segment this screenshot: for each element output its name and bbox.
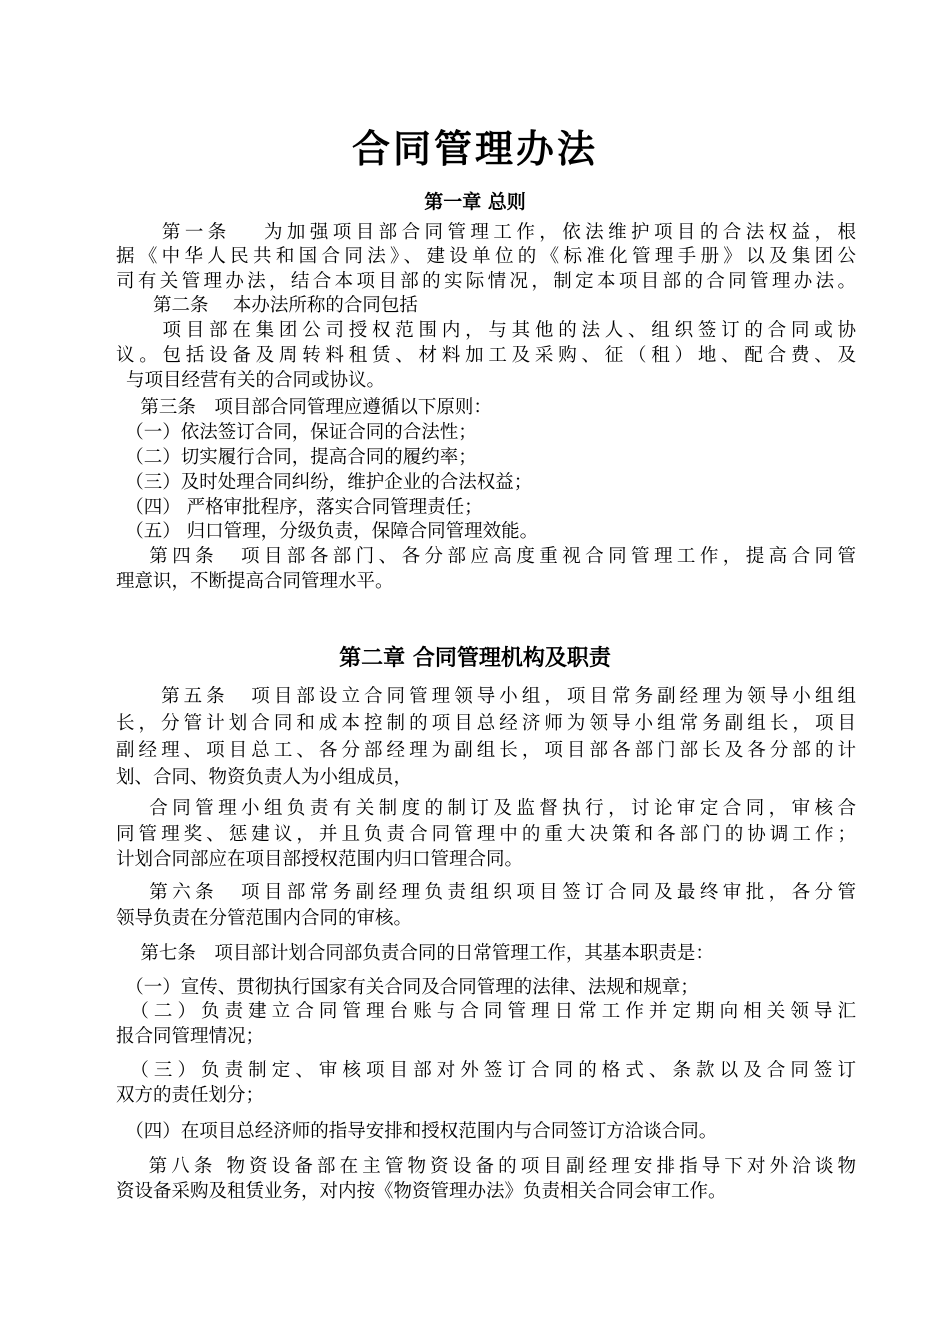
text-line: （三）及时处理合同纠纷，维护企业的合法权益； (116, 472, 533, 493)
text-line: 计划合同部应在项目部授权范围内归口管理合同。 (116, 849, 524, 870)
text-line: 报合同管理情况； (116, 1026, 265, 1047)
text-line: 项目部在集团公司授权范围内，与其他的法人、组织签订的合同或协 (116, 320, 856, 341)
text-line: 资设备采购及租赁业务，对内按《物资管理办法》负责相关合同会审工作。 (116, 1181, 727, 1202)
text-line: 与项目经营有关的合同或协议。 (126, 370, 386, 391)
text-line: （一）依法签订合同，保证合同的合法性； (116, 422, 477, 443)
text-line: 第五条 项目部设立合同管理领导小组，项目常务副经理为领导小组组 (116, 686, 856, 707)
chapter-1-heading: 第一章 总则 (424, 191, 526, 213)
text-line: 长，分管计划合同和成本控制的项目总经济师为领导小组常务副组长，项目 (116, 713, 856, 734)
document-title: 合同管理办法 (351, 126, 598, 171)
text-line: （四） 严格审批程序，落实合同管理责任； (116, 497, 483, 518)
text-line: 第八条 物资设备部在主管物资设备的项目副经理安排指导下对外洽谈物 (116, 1156, 856, 1177)
text-line: 第一条 为加强项目部合同管理工作，依法维护项目的合法权益，根 (116, 222, 856, 243)
text-line: 双方的责任划分； (116, 1085, 265, 1106)
text-line: 理意识，不断提高合同管理水平。 (116, 571, 394, 592)
text-line: 第七条 项目部计划合同部负责合同的日常管理工作，其基本职责是： (116, 943, 714, 964)
text-line: 据《中华人民共和国合同法》、建设单位的《标准化管理手册》以及集团公 (116, 246, 856, 267)
text-line: （二）切实履行合同，提高合同的履约率； (116, 447, 477, 468)
text-line: 划、合同、物资负责人为小组成员， (116, 767, 413, 788)
text-line: 司有关管理办法，结合本项目部的实际情况，制定本项目部的合同管理办法。 (116, 271, 856, 292)
text-line: 第三条 项目部合同管理应遵循以下原则： (116, 397, 492, 418)
chapter-2-heading: 第二章 合同管理机构及职责 (339, 645, 611, 671)
text-line: 领导负责在分管范围内合同的审核。 (116, 908, 413, 929)
text-line: 副经理、项目总工、各分部经理为副组长，项目部各部门部长及各分部的计 (116, 740, 856, 761)
text-line: （三）负责制定、审核项目部对外签订合同的格式、条款以及合同签订 (116, 1060, 856, 1081)
text-line: 第六条 项目部常务副经理负责组织项目签订合同及最终审批，各分管 (116, 882, 856, 903)
text-line: 第二条 本办法所称的合同包括 (116, 295, 418, 316)
text-line: 同管理奖、惩建议，并且负责合同管理中的重大决策和各部门的协调工作； (116, 824, 856, 845)
text-line: （二）负责建立合同管理台账与合同管理日常工作并定期向相关领导汇 (116, 1001, 856, 1022)
text-line: （一）宣传、贯彻执行国家有关合同及合同管理的法律、法规和规章； (116, 977, 699, 998)
text-line: 合同管理小组负责有关制度的制订及监督执行，讨论审定合同，审核合 (116, 798, 856, 819)
text-line: 议。包括设备及周转料租赁、材料加工及采购、征（租）地、配合费、及 (116, 345, 856, 366)
text-line: （四）在项目总经济师的指导安排和授权范围内与合同签订方洽谈合同。 (116, 1121, 718, 1142)
text-line: 第四条 项目部各部门、各分部应高度重视合同管理工作，提高合同管 (116, 546, 856, 567)
text-line: （五） 归口管理，分级负责，保障合同管理效能。 (116, 521, 539, 542)
